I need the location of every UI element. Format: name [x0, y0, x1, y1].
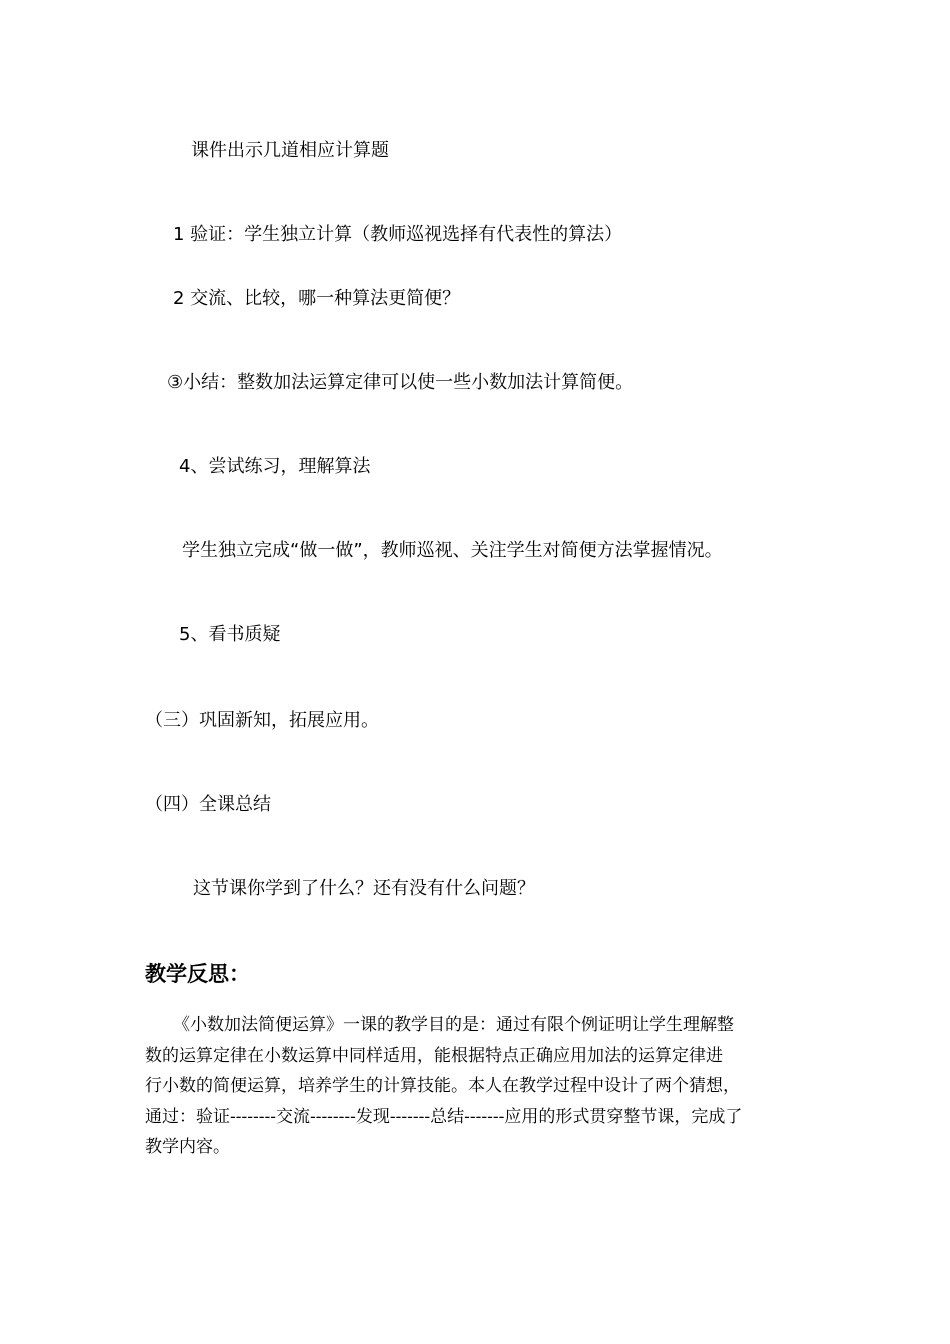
reflection-heading: 教学反思： [145, 962, 250, 986]
text-line-read-book: 5、看书质疑 [179, 624, 281, 645]
text-line-summary: ③小结：整数加法运算定律可以使一些小数加法计算简便。 [167, 372, 634, 393]
text-line-verify: 1 验证：学生独立计算（教师巡视选择有代表性的算法） [173, 224, 623, 245]
text-line-question: 这节课你学到了什么？还有没有什么问题？ [193, 878, 535, 899]
reflection-line: 《小数加法简便运算》一课的教学目的是：通过有限个例证明让学生理解整 [173, 1015, 734, 1035]
section-three: （三）巩固新知，拓展应用。 [145, 710, 379, 731]
reflection-line: 通过：验证--------交流--------发现-------总结-------应用的形式贯穿整节课，完成了 [145, 1106, 743, 1127]
text-line-do-it: 学生独立完成“做一做”，教师巡视、关注学生对简便方法掌握情况。 [182, 540, 723, 561]
reflection-line: 行小数的简便运算，培养学生的计算技能。本人在教学过程中设计了两个猜想， [145, 1076, 740, 1096]
reflection-paragraph [145, 1010, 825, 1163]
section-four: （四）全课总结 [145, 794, 271, 815]
text-line-courseware: 课件出示几道相应计算题 [191, 140, 389, 161]
reflection-line: 数的运算定律在小数运算中同样适用，能根据特点正确应用加法的运算定律进 [145, 1045, 723, 1066]
reflection-line: 教学内容。 [145, 1137, 230, 1157]
text-line-practice: 4、尝试练习，理解算法 [179, 456, 371, 477]
text-line-compare: 2 交流、比较，哪一种算法更简便？ [173, 288, 461, 309]
